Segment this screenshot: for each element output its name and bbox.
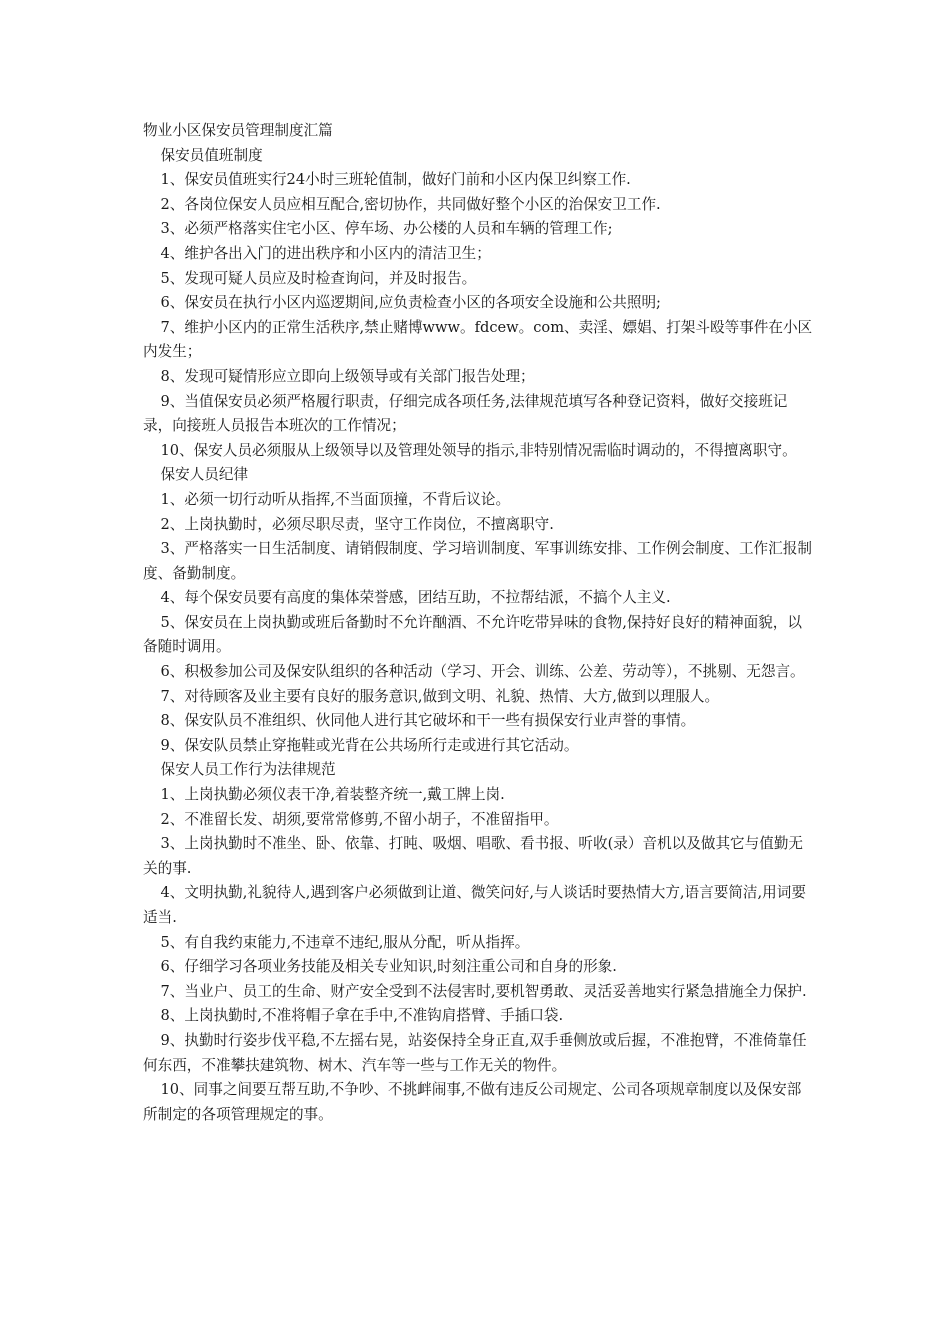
section-heading-conduct: 保安人员工作行为法律规范 [160, 761, 336, 779]
document-body [143, 119, 815, 1127]
duty-rule-7: 7、维护小区内的正常生活秩序,禁止赌博www。fdcew。com、卖淫、嫖娼、打架斗殴等事件在小区内发生； [143, 318, 813, 361]
discipline-rule-2: 2、上岗执勤时，必须尽职尽责，坚守工作岗位，不擅离职守. [160, 515, 554, 533]
duty-rule-8: 8、发现可疑情形应立即向上级领导或有关部门报告处理； [160, 367, 535, 385]
conduct-rule-9: 9、执勤时行姿步伐平稳,不左摇右晃，站姿保持全身正直,双手垂侧放或后握，不准抱臂，不准倚靠任何东西，不准攀扶建筑物、树木、汽车等一些与工作无关的物件。 [143, 1031, 807, 1074]
conduct-rule-6: 6、仔细学习各项业务技能及相关专业知识,时刻注重公司和自身的形象. [160, 958, 617, 976]
duty-rule-6: 6、保安员在执行小区内巡逻期间,应负责检查小区的各项安全设施和公共照明; [160, 294, 661, 312]
conduct-rule-8: 8、上岗执勤时,不准将帽子拿在手中,不准钩肩搭臂、手插口袋. [160, 1007, 564, 1025]
conduct-rule-1: 1、上岗执勤必须仪表干净,着装整齐统一,戴工牌上岗. [160, 786, 505, 804]
conduct-rule-3: 3、上岗执勤时不准坐、卧、依靠、打盹、吸烟、唱歌、看书报、听收(录）音机以及做其它与值勤无关的事. [143, 835, 804, 877]
discipline-rule-9: 9、保安队员禁止穿拖鞋或光背在公共场所行走或进行其它活动。 [160, 736, 579, 754]
discipline-rule-1: 1、必须一切行动听从指挥,不当面顶撞，不背后议论。 [160, 490, 511, 508]
discipline-rule-6: 6、积极参加公司及保安队组织的各种活动（学习、开会、训练、公差、劳动等），不挑剔、无怨言。 [160, 663, 805, 681]
conduct-rule-10: 10、同事之间要互帮互助,不争吵、不挑衅闹事,不做有违反公司规定、公司各项规章制度以及保安部所制定的各项管理规定的事。 [143, 1081, 802, 1123]
duty-rule-10: 10、保安人员必须服从上级领导以及管理处领导的指示,非特别情况需临时调动的，不得擅离职守。 [160, 441, 797, 459]
duty-rule-1: 1、保安员值班实行24小时三班轮值制，做好门前和小区内保卫纠察工作. [160, 171, 631, 189]
conduct-rule-4: 4、文明执勤,礼貌待人,遇到客户必须做到让道、微笑问好,与人谈话时要热情大方,语言要简洁,用词要适当. [143, 884, 806, 926]
duty-rule-9: 9、当值保安员必须严格履行职责，仔细完成各项任务,法律规范填写各种登记资料，做好交接班记录，向接班人员报告本班次的工作情况； [143, 392, 788, 435]
discipline-rule-7: 7、对待顾客及业主要有良好的服务意识,做到文明、礼貌、热情、大方,做到以理服人。 [160, 687, 720, 705]
discipline-rule-5: 5、保安员在上岗执勤或班后备勤时不允许酗酒、不允许吃带异味的食物,保持好良好的精神面貌，以备随时调用。 [143, 613, 802, 656]
duty-rule-2: 2、各岗位保安人员应相互配合,密切协作，共同做好整个小区的治保安卫工作. [160, 195, 661, 213]
discipline-rule-3: 3、严格落实一日生活制度、请销假制度、学习培训制度、军事训练安排、工作例会制度、工作汇报制度、备勤制度。 [143, 540, 812, 582]
section-heading-discipline: 保安人员纪律 [160, 466, 249, 484]
document-title: 物业小区保安员管理制度汇篇 [143, 122, 333, 139]
discipline-rule-4: 4、每个保安员要有高度的集体荣誉感，团结互助，不拉帮结派，不搞个人主义. [160, 589, 671, 607]
duty-rule-4: 4、维护各出入门的进出秩序和小区内的清洁卫生； [160, 244, 491, 262]
section-heading-duty: 保安员值班制度 [160, 146, 263, 164]
conduct-rule-7: 7、当业户、员工的生命、财产安全受到不法侵害时,要机智勇敢、灵活妥善地实行紧急措施全力保护. [160, 982, 807, 1000]
conduct-rule-2: 2、不准留长发、胡须,要常常修剪,不留小胡子，不准留指甲。 [160, 810, 559, 828]
duty-rule-5: 5、发现可疑人员应及时检查询问，并及时报告。 [160, 269, 477, 287]
conduct-rule-5: 5、有自我约束能力,不违章不违纪,服从分配，听从指挥。 [160, 933, 530, 951]
duty-rule-3: 3、必须严格落实住宅小区、停车场、办公楼的人员和车辆的管理工作; [160, 220, 613, 238]
discipline-rule-8: 8、保安队员不准组织、伙同他人进行其它破坏和干一些有损保安行业声誉的事情。 [160, 712, 696, 730]
